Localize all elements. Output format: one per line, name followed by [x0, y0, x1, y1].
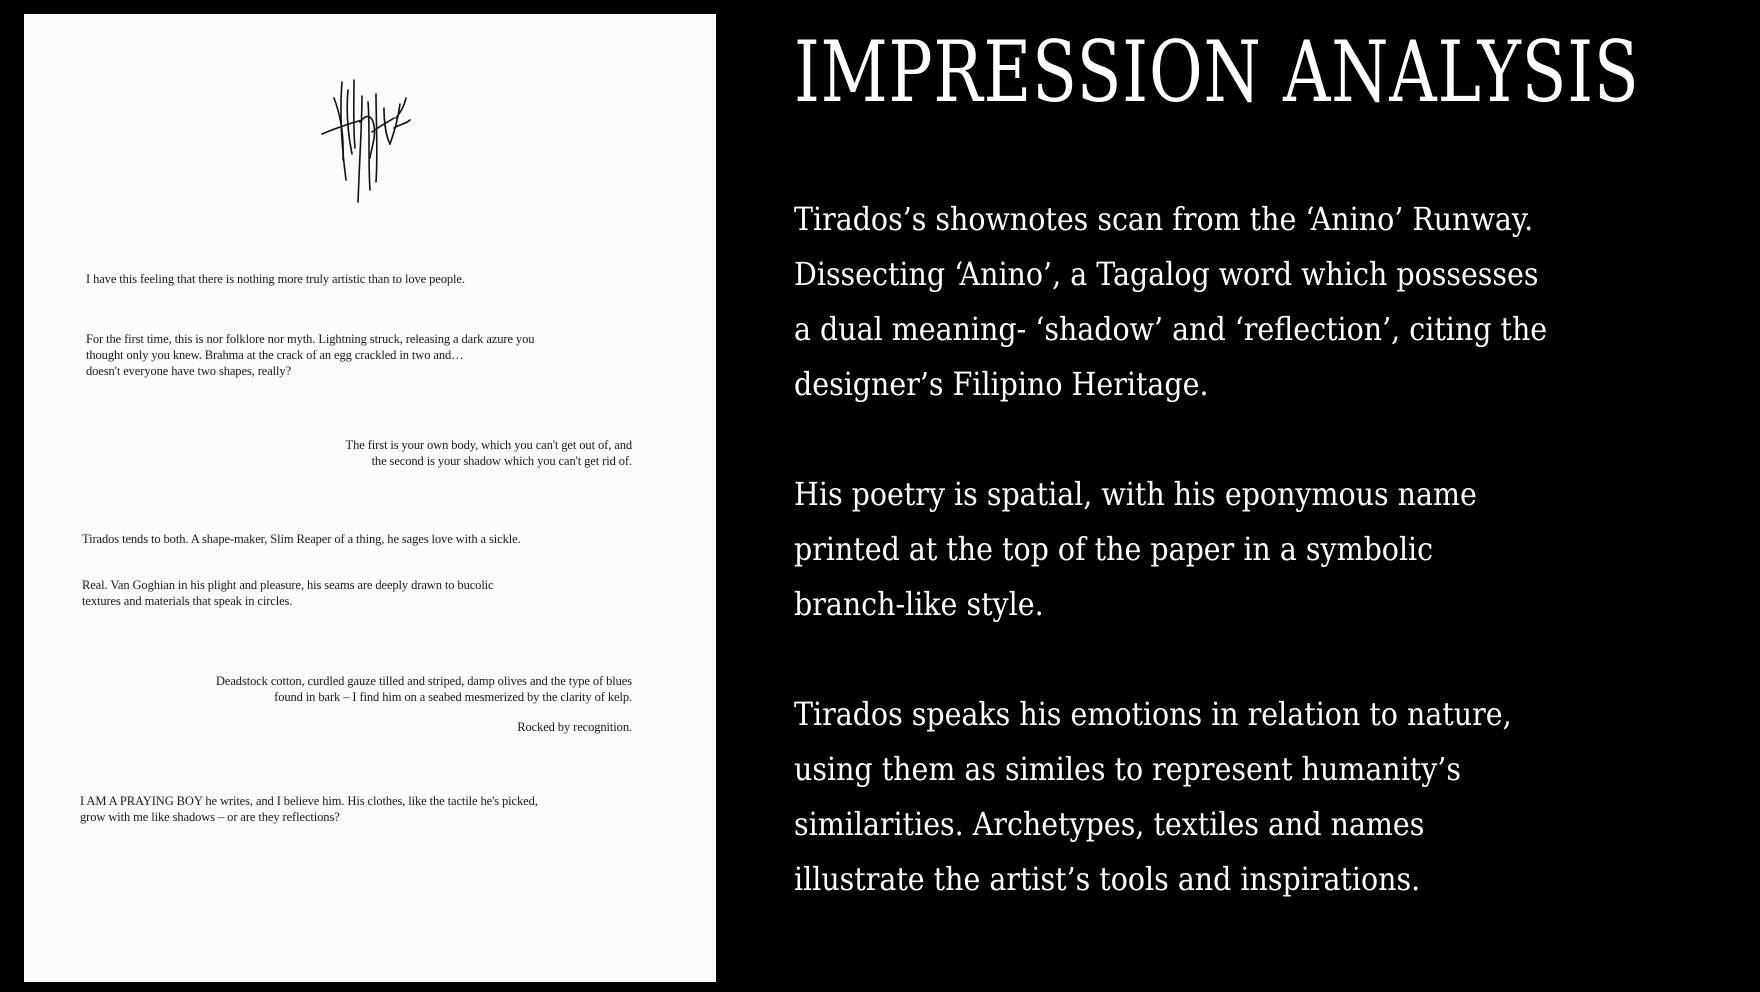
paragraph-line: His poetry is spatial, with his eponymous name	[794, 475, 1477, 513]
signature-logo	[310, 62, 440, 212]
scan-line: found in bark – I find him on a seabed mesmerized by the clarity of kelp.	[274, 690, 632, 704]
scan-line: thought only you knew. Brahma at the crack of an egg crackled in two and…	[86, 348, 464, 362]
paragraph-line: a dual meaning- ‘shadow’ and ‘reflection’, citing the	[794, 310, 1548, 348]
paragraph-poetry	[794, 467, 1613, 632]
scan-line: the second is your shadow which you can't get rid of.	[371, 454, 632, 468]
scan-line: Real. Van Goghian in his plight and pleasure, his seams are deeply drawn to bucolic	[82, 578, 494, 592]
paragraph-line: designer’s Filipino Heritage.	[794, 365, 1209, 403]
shownotes-scan	[24, 14, 716, 982]
scan-line: I AM A PRAYING BOY he writes, and I believe him. His clothes, like the tactile he's picked,	[80, 794, 538, 808]
paragraph-line: Tirados’s shownotes scan from the ‘Anino’ Runway.	[794, 200, 1534, 238]
paragraph-nature	[794, 687, 1613, 907]
paragraph-line: printed at the top of the paper in a symbolic	[794, 530, 1434, 568]
scan-line: I have this feeling that there is nothing more truly artistic than to love people.	[86, 272, 465, 286]
scan-line: grow with me like shadows – or are they reflections?	[80, 810, 340, 824]
paragraph-scan-description	[794, 192, 1613, 412]
scan-line: For the first time, this is nor folklore nor myth. Lightning struck, releasing a dark azure you	[86, 332, 535, 346]
paragraph-line: Dissecting ‘Anino’, a Tagalog word which possesses	[794, 255, 1539, 293]
page-title: IMPRESSION ANALYSIS	[794, 23, 1640, 121]
scan-line: textures and materials that speak in circles.	[82, 594, 293, 608]
scan-line: Deadstock cotton, curdled gauze tilled and striped, damp olives and the type of blues	[215, 674, 632, 688]
scan-line: Rocked by recognition.	[517, 720, 632, 734]
scan-line: Tirados tends to both. A shape-maker, Slim Reaper of a thing, he sages love with a sickle.	[82, 532, 521, 546]
scan-line: The first is your own body, which you can't get out of, and	[345, 438, 632, 452]
paragraph-line: similarities. Archetypes, textiles and names	[794, 805, 1425, 843]
scan-line: doesn't everyone have two shapes, really?	[86, 364, 292, 378]
paragraph-line: using them as similes to represent humanity’s	[794, 750, 1461, 788]
paragraph-line: Tirados speaks his emotions in relation to nature,	[794, 695, 1512, 733]
paragraph-line: branch-like style.	[794, 585, 1044, 623]
paragraph-line: illustrate the artist’s tools and inspirations.	[794, 860, 1421, 898]
